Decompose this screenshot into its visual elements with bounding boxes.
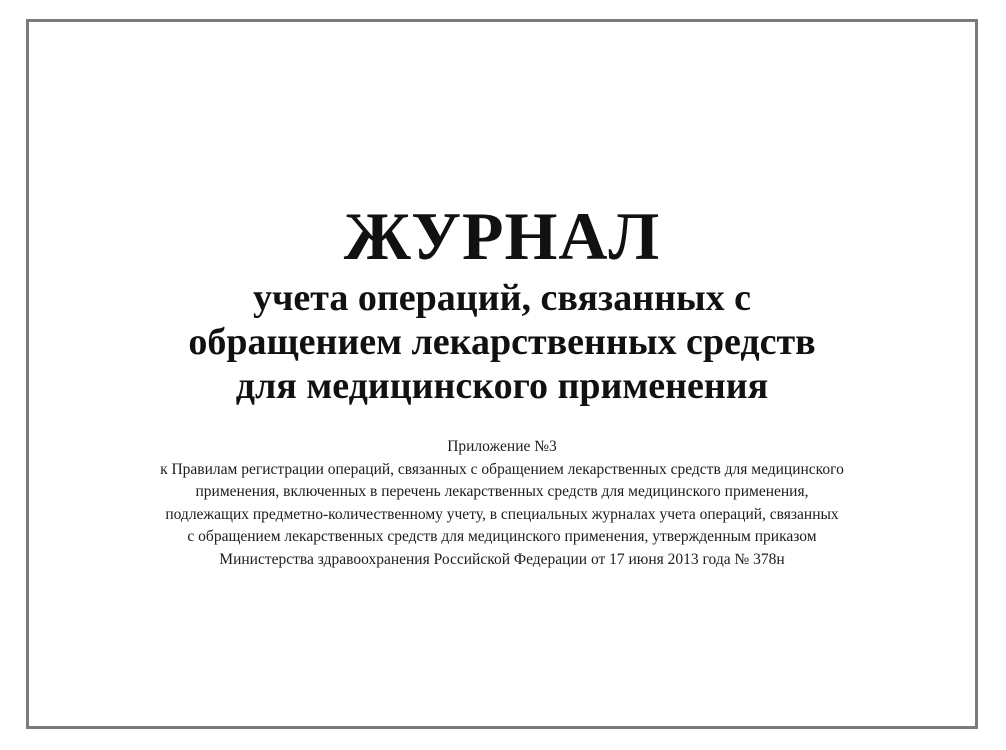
document-subtitle (29, 276, 975, 408)
appendix-line-4: с обращением лекарственных средств для медицинского применения, утвержденным приказом (187, 528, 817, 545)
subtitle-line-2: обращением лекарственных средств (188, 321, 816, 363)
subtitle-line-1: учета операций, связанных с (252, 277, 752, 319)
appendix-note (29, 436, 975, 571)
document-cover-content (29, 22, 975, 726)
appendix-line-3: подлежащих предметно-количественному учету, в специальных журналах учета операций, связанных (165, 505, 839, 523)
appendix-heading: Приложение №3 (447, 438, 557, 455)
appendix-line-5: Министерства здравоохранения Российской Федерации от 17 июня 2013 года № 378н (219, 550, 785, 568)
document-title: ЖУРНАЛ (343, 198, 661, 274)
appendix-line-2: применения, включенных в перечень лекарственных средств для медицинского применения, (195, 483, 809, 500)
subtitle-line-3: для медицинского применения (235, 365, 769, 407)
appendix-line-1: к Правилам регистрации операций, связанных с обращением лекарственных средств для медицинского (160, 460, 844, 478)
document-frame (26, 19, 978, 729)
